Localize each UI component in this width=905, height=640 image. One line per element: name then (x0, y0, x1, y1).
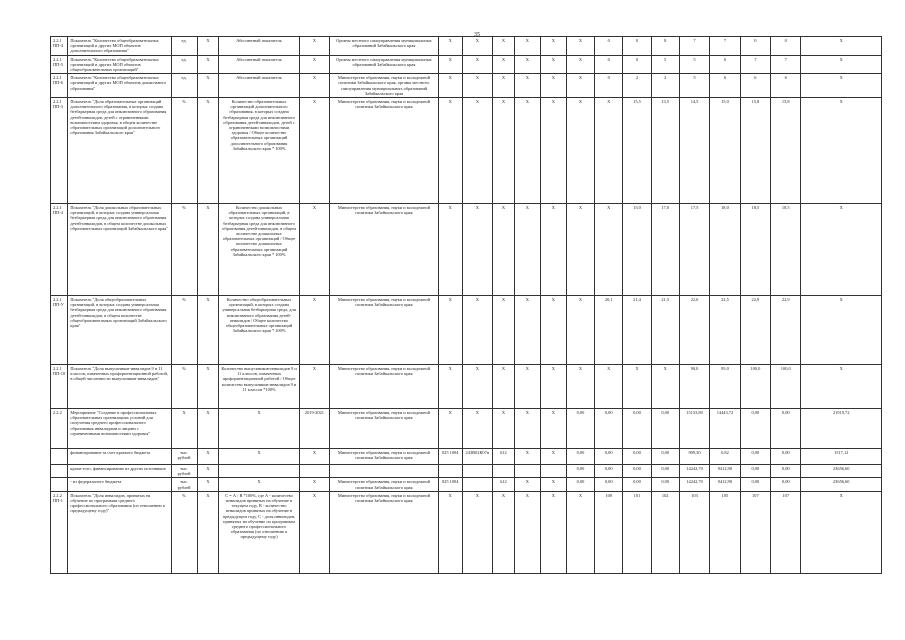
row-value-cell: Х (801, 365, 882, 409)
row-value-cell: Х (514, 55, 540, 74)
row-value-cell: 0,00 (623, 449, 651, 465)
row-value-cell: Х (540, 74, 566, 98)
row-method: Х (219, 478, 299, 491)
row-responsible: Министерство образования, науки и молодежной политики Забайкальского края (330, 478, 439, 491)
row-value-cell: 909,30 (679, 449, 709, 465)
row-value-cell: 612 (493, 449, 515, 465)
row-value-cell: 0 (623, 55, 651, 74)
row-name: Мероприятие "Создание в профессиональных образовательных организациях условий для получения среднего профессионального образования инвалидами и лицами с ограниченными возможностями здоровья" (68, 409, 171, 449)
row-method: Количество выпускников-инвалидов 9 и 11 классов, охваченных профориентационной работой / Общее количество выпускников-инвалидов 9 и 11 классов *100% (219, 365, 299, 409)
row-value-cell: Х (438, 74, 462, 98)
row-method: Абсолютный показатель (219, 37, 299, 56)
row-base: Х (197, 204, 219, 296)
row-unit: Х (171, 409, 197, 449)
row-code: 2.2.1 ПП-5 (51, 55, 68, 74)
row-value-cell: Х (540, 296, 566, 365)
row-value-cell: 15,0 (710, 98, 740, 204)
row-value-cell: Х (493, 365, 515, 409)
row-value-cell: 243В02К07н (462, 449, 492, 465)
row-value-cell: Х (493, 98, 515, 204)
row-value-cell: Х (493, 74, 515, 98)
row-value-cell: Х (462, 365, 492, 409)
row-value-cell: 612 (493, 478, 515, 491)
row-code: 2.2.1 ПП-3 (51, 98, 68, 204)
row-value-cell: Х (462, 409, 492, 449)
row-code: 2.2.2 (51, 409, 68, 449)
row-value-cell: 5 (679, 74, 709, 98)
row-value-cell: 0,00 (771, 465, 801, 478)
row-value-cell: Х (514, 204, 540, 296)
row-name: Показатель "Количество общеобразовательных организаций и других МОП объектов дополнительного образования" (68, 37, 171, 56)
row-value-cell: 103 (679, 491, 709, 573)
row-value-cell: Х (514, 98, 540, 204)
row-value-cell: Х (566, 55, 594, 74)
row-value-cell: 0,00 (771, 409, 801, 449)
row-unit: % (171, 365, 197, 409)
row-value-cell: 15,5 (623, 98, 651, 204)
row-value-cell: Х (493, 491, 515, 573)
row-period: Х (299, 478, 329, 491)
row-period (299, 465, 329, 478)
row-value-cell: Х (493, 296, 515, 365)
row-value-cell: 8 (651, 37, 679, 56)
row-name: Показатель "Доля общеобразовательных организаций, в которых создана универсальная безбарьерная среда для инклюзивного образования детей-инвалидов, в общем количестве общеобразовательных организаций Забайкальского края" (68, 296, 171, 365)
table-row (51, 74, 882, 98)
row-value-cell: 0,00 (595, 409, 623, 449)
row-value-cell: 7 (771, 55, 801, 74)
row-name: финансирование за счет краевого бюджета (68, 449, 171, 465)
row-base: Х (197, 409, 219, 449)
row-unit: тыс. рублей (171, 449, 197, 465)
row-base: Х (197, 98, 219, 204)
row-value-cell: 100 (595, 491, 623, 573)
row-value-cell: 18,5 (771, 204, 801, 296)
row-value-cell: Х (462, 74, 492, 98)
row-value-cell: 20,1 (595, 296, 623, 365)
row-value-cell: 025 1004 (438, 478, 462, 491)
row-value-cell: 7 (710, 37, 740, 56)
row-value-cell: 17,5 (679, 204, 709, 296)
row-value-cell: 100,0 (740, 365, 770, 409)
row-value-cell: 0,00 (651, 449, 679, 465)
row-name: кроме того, финансирование из других источников (68, 465, 171, 478)
row-value-cell: Х (514, 491, 540, 573)
row-code: 2.2.1 ПП-4 (51, 37, 68, 56)
row-name: - из федерального бюджета (68, 478, 171, 491)
row-value-cell: Х (540, 204, 566, 296)
table-row (51, 55, 882, 74)
row-value-cell: Х (462, 296, 492, 365)
row-base: Х (197, 491, 219, 573)
row-value-cell: 0,00 (740, 478, 770, 491)
row-value-cell: Х (438, 365, 462, 409)
row-value-cell: 0,00 (651, 465, 679, 478)
row-value-cell (514, 465, 540, 478)
row-value-cell: 100,0 (771, 365, 801, 409)
row-code: 2.2.1 ПП-4 (51, 204, 68, 296)
row-value-cell: Х (514, 365, 540, 409)
row-value-cell: 0,00 (566, 465, 594, 478)
row-value-cell: 90,0 (679, 365, 709, 409)
row-value-cell: Х (651, 365, 679, 409)
row-value-cell: Х (514, 296, 540, 365)
row-method (219, 465, 299, 478)
row-responsible: Органы местного самоуправления муниципальных образований Забайкальского края (330, 37, 439, 56)
row-method: Количество общеобразовательных организаций, в которых создана универсальная безбарьерная среда, для инклюзивного образования детей-инвалидов / Общее количество общеобразовательных организаций Забайкальского края * 100% (219, 296, 299, 365)
row-value-cell: 0,00 (623, 465, 651, 478)
table-row (51, 449, 882, 465)
row-unit: ед. (171, 37, 197, 56)
row-base: Х (197, 55, 219, 74)
row-value-cell: 15,8 (771, 98, 801, 204)
row-value-cell: 15,8 (740, 98, 770, 204)
row-code (51, 449, 68, 465)
row-base: Х (197, 465, 219, 478)
row-value-cell: 13,5 (651, 98, 679, 204)
row-base: Х (197, 74, 219, 98)
row-value-cell: 18,5 (740, 204, 770, 296)
row-value-cell: 0 (595, 37, 623, 56)
row-method: С = А / В *100%, где А - количество инвалидов принятых на обучение в текущем году, В - количество инвалидов принятых на обучение в предыдущем году, С - доля инвалидов, принятых на обучение по программам среднего профессионального образования (по отношению к предыдущему году) (219, 491, 299, 573)
row-value-cell: 0,00 (771, 478, 801, 491)
row-base: Х (197, 449, 219, 465)
row-value-cell: 025 1004 (438, 449, 462, 465)
row-value-cell: Х (438, 204, 462, 296)
row-period: 2019-2021 (299, 409, 329, 449)
row-value-cell: Х (462, 37, 492, 56)
row-name: Показатель "Количество общеобразовательных организаций и других МОП объектов дошкольного образования" (68, 74, 171, 98)
row-value-cell: 9412,90 (710, 478, 740, 491)
row-responsible (330, 465, 439, 478)
row-value-cell: 2 (651, 74, 679, 98)
row-responsible: Органы местного самоуправления муниципальных образований Забайкальского края (330, 55, 439, 74)
row-name: Показатель "Доля дошкольных образовательных организаций, в которых создана универсальная безбарьерная среда для инклюзивного образования детей-инвалидов, в общем количестве дошкольных образовательных организаций Забайкальского края" (68, 204, 171, 296)
row-value-cell: 0 (595, 55, 623, 74)
table-row (51, 365, 882, 409)
row-method: Количество дошкольных образовательных организаций, в которых создана универсальная безбарьерная среда для инклюзивного образования детей-инвалидов, в общем количестве дошкольных образовательных организаций / Общее количество дошкольных образовательных организаций Забайкальского края * 100% (219, 204, 299, 296)
row-base: Х (197, 296, 219, 365)
row-value-cell: Х (438, 98, 462, 204)
row-value-cell: 0,82 (710, 449, 740, 465)
row-value-cell: Х (438, 409, 462, 449)
row-period: Х (299, 204, 329, 296)
row-code: 2.2.2 ПП-1 (51, 491, 68, 573)
row-value-cell: 0,00 (623, 478, 651, 491)
row-value-cell: 0,00 (623, 409, 651, 449)
row-unit: ед. (171, 74, 197, 98)
row-value-cell: Х (462, 204, 492, 296)
row-value-cell: 2 (623, 74, 651, 98)
row-value-cell: Х (540, 478, 566, 491)
row-value-cell: 14443,72 (710, 409, 740, 449)
row-value-cell: Х (595, 204, 623, 296)
table-row (51, 465, 882, 478)
row-value-cell: 0,00 (595, 478, 623, 491)
row-value-cell: 21919,72 (801, 409, 882, 449)
row-name: Показатель "Доля инвалидов, принятых на обучение по программам среднего профессионального образования (по отношению к предыдущему году)" (68, 491, 171, 573)
row-code (51, 465, 68, 478)
row-value-cell: 17,0 (651, 204, 679, 296)
row-value-cell: 22,6 (679, 296, 709, 365)
row-value-cell: 22,9 (771, 296, 801, 365)
row-code: 2.2.1 ПП-У (51, 296, 68, 365)
row-method: Абсолютный показатель (219, 74, 299, 98)
row-unit: % (171, 204, 197, 296)
program-table (50, 36, 882, 574)
row-value-cell: 6 (740, 74, 770, 98)
row-value-cell: 0,00 (740, 465, 770, 478)
row-value-cell: Х (438, 296, 462, 365)
row-value-cell: 107 (740, 491, 770, 573)
row-value-cell: Х (801, 204, 882, 296)
table-row (51, 37, 882, 56)
row-period: Х (299, 365, 329, 409)
row-method: Количество образовательных организаций дополнительного образования, в которых создана безбарьерная среда для инклюзивного образования детей-инвалидов, детей с ограниченными возможностями здоровья / Общее количество образовательных организаций дополнительного образования Забайкальского края * 100% (219, 98, 299, 204)
row-value-cell: Х (462, 55, 492, 74)
row-responsible: Министерство образования, науки и молодежной политики Забайкальского края (330, 365, 439, 409)
row-value-cell: Х (540, 37, 566, 56)
row-value-cell (462, 465, 492, 478)
row-value-cell: 23656,60 (801, 465, 882, 478)
row-unit: тыс. рублей (171, 478, 197, 491)
row-period: Х (299, 74, 329, 98)
row-value-cell: Х (540, 365, 566, 409)
row-value-cell: Х (493, 37, 515, 56)
row-value-cell: Х (801, 74, 882, 98)
row-base: Х (197, 37, 219, 56)
row-value-cell: 101 (623, 491, 651, 573)
row-base: Х (197, 478, 219, 491)
row-value-cell: Х (801, 98, 882, 204)
row-unit: тыс. рублей (171, 465, 197, 478)
row-value-cell: 21,4 (623, 296, 651, 365)
row-value-cell: 95,0 (710, 365, 740, 409)
row-value-cell: 0,00 (651, 409, 679, 449)
row-responsible: Министерство образования, науки и молодежной политики Забайкальского края (330, 409, 439, 449)
row-value-cell: Х (514, 37, 540, 56)
row-responsible: Министерство образования, науки и молодежной политики Забайкальского края (330, 204, 439, 296)
row-value-cell: 22,5 (710, 296, 740, 365)
row-value-cell: Х (801, 37, 882, 56)
row-period: Х (299, 296, 329, 365)
row-value-cell: Х (566, 296, 594, 365)
row-value-cell: Х (438, 491, 462, 573)
row-value-cell: 0,00 (651, 478, 679, 491)
row-value-cell: Х (595, 365, 623, 409)
row-value-cell: 14,5 (679, 98, 709, 204)
row-value-cell: 0 (740, 37, 770, 56)
row-value-cell: 105 (710, 491, 740, 573)
row-value-cell: 6 (710, 55, 740, 74)
row-value-cell: Х (566, 98, 594, 204)
row-value-cell: 0,00 (566, 409, 594, 449)
row-name: Показатель "Количество общеобразовательных организаций и других МОП объектов общеобразовательных организаций" (68, 55, 171, 74)
row-method: Х (219, 449, 299, 465)
row-period: Х (299, 37, 329, 56)
row-value-cell: 22,9 (740, 296, 770, 365)
row-responsible: Министерство образования, науки и молодежной политики Забайкальского края (330, 491, 439, 573)
row-method: Х (219, 409, 299, 449)
row-value-cell: Х (493, 409, 515, 449)
row-value-cell: 21,5 (651, 296, 679, 365)
table-row (51, 296, 882, 365)
row-value-cell: 0,00 (740, 449, 770, 465)
row-value-cell: Х (801, 55, 882, 74)
row-value-cell: 1517,12 (801, 449, 882, 465)
row-base: Х (197, 365, 219, 409)
row-value-cell: Х (514, 409, 540, 449)
row-value-cell: 5 (651, 55, 679, 74)
row-value-cell: 0,00 (740, 409, 770, 449)
row-code (51, 478, 68, 491)
row-value-cell: Х (462, 98, 492, 204)
table-row (51, 478, 882, 491)
row-value-cell: 0,00 (566, 449, 594, 465)
row-value-cell (493, 465, 515, 478)
row-value-cell: Х (493, 204, 515, 296)
row-value-cell: 15,0 (623, 204, 651, 296)
row-method: Абсолютный показатель (219, 55, 299, 74)
row-value-cell (462, 478, 492, 491)
row-name: Показатель "Доля образовательных организаций дополнительного образования, в которых создана безбарьерная среда для инклюзивного образования детей-инвалидов, детей с ограниченными возможностями здоровья, в общем количестве образовательных организаций дополнительного образования Забайкальского края" (68, 98, 171, 204)
row-value-cell: Х (540, 55, 566, 74)
row-value-cell: 7 (740, 55, 770, 74)
row-value-cell: 6 (771, 74, 801, 98)
row-period: Х (299, 449, 329, 465)
row-unit: ед. (171, 55, 197, 74)
row-code: 2.2.1 ПП-10 (51, 365, 68, 409)
row-value-cell: 107 (771, 491, 801, 573)
row-period: Х (299, 491, 329, 573)
row-value-cell: 23656,60 (801, 478, 882, 491)
row-value-cell: Х (540, 449, 566, 465)
table-row (51, 491, 882, 573)
row-value-cell: Х (540, 491, 566, 573)
row-value-cell (540, 465, 566, 478)
row-value-cell: Х (566, 37, 594, 56)
row-period: Х (299, 98, 329, 204)
row-unit: % (171, 491, 197, 573)
row-value-cell: Х (540, 409, 566, 449)
table-row (51, 98, 882, 204)
row-value-cell: 15133,80 (679, 409, 709, 449)
row-value-cell: Х (493, 55, 515, 74)
row-value-cell: Х (801, 296, 882, 365)
row-value-cell: 18,0 (710, 204, 740, 296)
row-value-cell: Х (438, 37, 462, 56)
row-unit: % (171, 98, 197, 204)
row-unit: % (171, 296, 197, 365)
row-value-cell: Х (514, 478, 540, 491)
table-row (51, 409, 882, 449)
row-value-cell: Х (462, 491, 492, 573)
row-value-cell: 0 (595, 74, 623, 98)
row-name: Показатель "Доля выпускников-инвалидов 9 и 11 классов, охваченных профориентационной работой, в общей численности выпускников-инвалидов" (68, 365, 171, 409)
row-responsible: Министерство образования, науки и молодежной политики Забайкальского края (330, 296, 439, 365)
row-value-cell: 14242,70 (679, 465, 709, 478)
page-number: 35 (474, 32, 480, 38)
row-value-cell (438, 465, 462, 478)
row-period: Х (299, 55, 329, 74)
row-value-cell: 0,00 (771, 449, 801, 465)
row-value-cell: Х (566, 74, 594, 98)
row-value-cell: 0,00 (595, 465, 623, 478)
row-value-cell: Х (514, 449, 540, 465)
row-value-cell: Х (566, 491, 594, 573)
row-value-cell: Х (801, 491, 882, 573)
row-value-cell: 5 (679, 55, 709, 74)
row-value-cell: Х (566, 204, 594, 296)
row-value-cell: 6 (710, 74, 740, 98)
row-value-cell: Х (595, 98, 623, 204)
row-value-cell: 102 (651, 491, 679, 573)
row-value-cell: 9412,90 (710, 465, 740, 478)
row-responsible: Министерство образования, науки и молодежной политики Забайкальского края (330, 98, 439, 204)
row-value-cell: 0 (771, 37, 801, 56)
row-value-cell: Х (566, 365, 594, 409)
row-value-cell: 0,00 (595, 449, 623, 465)
row-value-cell: Х (438, 55, 462, 74)
row-value-cell: Х (514, 74, 540, 98)
row-value-cell: Х (540, 98, 566, 204)
row-code: 2.2.1 ПП-6 (51, 74, 68, 98)
row-value-cell: 0,00 (566, 478, 594, 491)
table-row (51, 204, 882, 296)
row-responsible: Министерство образования, науки и молодежной политики Забайкальского края (330, 449, 439, 465)
row-value-cell: 7 (679, 37, 709, 56)
row-value-cell: 0 (623, 37, 651, 56)
row-responsible: Министерство образования, науки и молодежной политики Забайкальского края, органы местного самоуправления муниципальных образований Забайкальского края (330, 74, 439, 98)
row-value-cell: 14242,70 (679, 478, 709, 491)
row-value-cell: Х (623, 365, 651, 409)
